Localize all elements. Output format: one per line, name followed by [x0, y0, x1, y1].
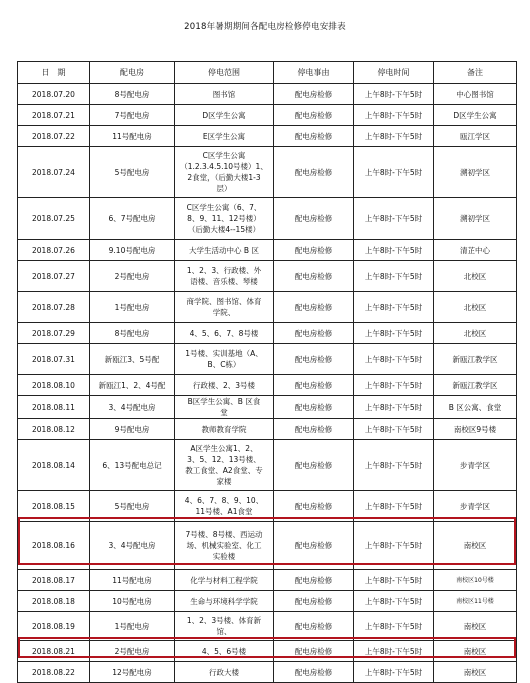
reason-cell: 配电房检修 — [274, 612, 354, 641]
table-header-row — [18, 62, 517, 84]
range-line: 1、2、3、行政楼、外 — [186, 266, 262, 275]
time-cell: 上午8时-下午5时 — [354, 641, 434, 662]
table-row — [18, 198, 517, 240]
date-cell: 2018.08.10 — [18, 375, 90, 396]
range-cell — [175, 323, 274, 344]
schedule-table — [17, 61, 517, 683]
reason-cell: 配电房检修 — [274, 522, 354, 570]
note-cell: 清芷中心 — [434, 240, 517, 261]
time-cell: 上午8时-下午5时 — [354, 344, 434, 375]
note-cell: 南校区9号楼 — [434, 419, 517, 440]
range-line: 实验楼 — [212, 552, 236, 561]
range-line: 行政大楼 — [209, 667, 239, 677]
room-cell: 6、13号配电总记 — [90, 440, 175, 491]
reason-cell: 配电房检修 — [274, 198, 354, 240]
table-row — [18, 570, 517, 591]
range-cell — [175, 147, 274, 198]
range-line: 4、6、7、8、9、10、 — [184, 496, 264, 505]
range-line: B区学生公寓、B 区食 — [187, 397, 261, 406]
reason-cell: 配电房检修 — [274, 126, 354, 147]
table-row — [18, 323, 517, 344]
reason-cell: 配电房检修 — [274, 396, 354, 419]
room-cell: 10号配电房 — [90, 591, 175, 612]
note-cell: 北校区 — [434, 292, 517, 323]
table-row — [18, 522, 517, 570]
range-line: 语楼、音乐楼、琴楼 — [190, 277, 258, 286]
time-cell: 上午8时-下午5时 — [354, 522, 434, 570]
range-line: （后勤大楼4--15楼） — [187, 225, 261, 234]
range-cell — [175, 396, 274, 419]
range-cell — [175, 240, 274, 261]
date-cell: 2018.08.21 — [18, 641, 90, 662]
reason-cell: 配电房检修 — [274, 261, 354, 292]
range-line: 4、5、6、7、8号楼 — [189, 328, 259, 338]
note-cell: 南校区 — [434, 522, 517, 570]
time-cell: 上午8时-下午5时 — [354, 396, 434, 419]
note-cell: B 区公寓、食堂 — [434, 396, 517, 419]
note-cell: 瓯江学区 — [434, 126, 517, 147]
note-cell: 南校区11号楼 — [434, 591, 517, 612]
date-cell: 2018.07.29 — [18, 323, 90, 344]
range-line: 4、5、6号楼 — [201, 646, 247, 656]
range-cell — [175, 198, 274, 240]
date-cell: 2018.07.28 — [18, 292, 90, 323]
range-cell — [175, 491, 274, 522]
range-cell — [175, 84, 274, 105]
reason-cell: 配电房检修 — [274, 147, 354, 198]
time-cell: 上午8时-下午5时 — [354, 440, 434, 491]
range-line: 图书馆 — [212, 89, 236, 99]
table-row — [18, 126, 517, 147]
range-line: A区学生公寓1、2、 — [190, 444, 258, 453]
table-row — [18, 662, 517, 683]
time-cell: 上午8时-下午5时 — [354, 491, 434, 522]
room-cell: 3、4号配电房 — [90, 396, 175, 419]
range-line: 学院、 — [212, 308, 236, 317]
table-row — [18, 396, 517, 419]
note-cell: 步青学区 — [434, 491, 517, 522]
date-cell: 2018.08.15 — [18, 491, 90, 522]
range-line: E区学生公寓 — [202, 131, 246, 141]
note-cell: 新瓯江教学区 — [434, 375, 517, 396]
range-line: C区学生公寓（6、7、 — [186, 203, 262, 212]
note-cell: 南校区 — [434, 612, 517, 641]
time-cell: 上午8时-下午5时 — [354, 323, 434, 344]
reason-cell: 配电房检修 — [274, 419, 354, 440]
time-cell: 上午8时-下午5时 — [354, 419, 434, 440]
header-date: 日 期 — [18, 62, 90, 84]
date-cell: 2018.08.16 — [18, 522, 90, 570]
room-cell: 9.10号配电房 — [90, 240, 175, 261]
range-cell — [175, 344, 274, 375]
date-cell: 2018.08.17 — [18, 570, 90, 591]
time-cell: 上午8时-下午5时 — [354, 570, 434, 591]
table-row — [18, 612, 517, 641]
range-line: 家楼 — [216, 477, 232, 486]
table-row — [18, 292, 517, 323]
date-cell: 2018.08.11 — [18, 396, 90, 419]
reason-cell: 配电房检修 — [274, 641, 354, 662]
date-cell: 2018.07.22 — [18, 126, 90, 147]
range-cell — [175, 522, 274, 570]
range-line: 11号楼、A1食堂 — [195, 507, 253, 516]
range-cell — [175, 570, 274, 591]
date-cell: 2018.08.12 — [18, 419, 90, 440]
table-row — [18, 641, 517, 662]
range-line: 行政楼、2、3号楼 — [192, 380, 256, 390]
room-cell: 8号配电房 — [90, 84, 175, 105]
note-cell: 南校区 — [434, 641, 517, 662]
reason-cell: 配电房检修 — [274, 662, 354, 683]
range-line: D区学生公寓 — [202, 110, 246, 120]
range-cell — [175, 641, 274, 662]
note-cell: 南校区 — [434, 662, 517, 683]
range-cell — [175, 105, 274, 126]
table-row — [18, 419, 517, 440]
range-line: 场、机械实验室、化工 — [186, 541, 262, 550]
time-cell: 上午8时-下午5时 — [354, 105, 434, 126]
table-row — [18, 240, 517, 261]
table-row — [18, 105, 517, 126]
reason-cell: 配电房检修 — [274, 240, 354, 261]
range-line: 3、5、12、13号楼、 — [187, 455, 261, 464]
room-cell: 1号配电房 — [90, 292, 175, 323]
table-row — [18, 440, 517, 491]
date-cell: 2018.08.14 — [18, 440, 90, 491]
note-cell: 步青学区 — [434, 440, 517, 491]
room-cell: 2号配电房 — [90, 641, 175, 662]
range-line: B、C栋） — [207, 360, 241, 369]
range-line: 层） — [216, 184, 232, 193]
date-cell: 2018.07.21 — [18, 105, 90, 126]
date-cell: 2018.08.22 — [18, 662, 90, 683]
time-cell: 上午8时-下午5时 — [354, 240, 434, 261]
range-cell — [175, 612, 274, 641]
room-cell: 11号配电房 — [90, 570, 175, 591]
range-line: 7号楼、8号楼、西运动 — [185, 530, 263, 539]
room-cell: 11号配电房 — [90, 126, 175, 147]
range-line: 1、2、3号楼、体育新 — [186, 616, 262, 625]
range-line: （1.2.3.4.5.10号楼）1、 — [180, 162, 268, 171]
document-title: 2018年暑期期间各配电房检修停电安排表 — [184, 22, 346, 32]
room-cell: 新瓯江3、5号配 — [90, 344, 175, 375]
room-cell: 5号配电房 — [90, 147, 175, 198]
range-line: 大学生活动中心 B 区 — [189, 245, 259, 255]
table-row — [18, 84, 517, 105]
range-line: 教工食堂、A2食堂、专 — [185, 466, 263, 475]
time-cell: 上午8时-下午5时 — [354, 261, 434, 292]
time-cell: 上午8时-下午5时 — [354, 591, 434, 612]
range-line: 商学院、图书馆、体育 — [186, 297, 262, 306]
table-row — [18, 591, 517, 612]
time-cell: 上午8时-下午5时 — [354, 126, 434, 147]
range-cell — [175, 440, 274, 491]
date-cell: 2018.07.25 — [18, 198, 90, 240]
range-line: C区学生公寓 — [202, 151, 246, 160]
note-cell: 北校区 — [434, 323, 517, 344]
reason-cell: 配电房检修 — [274, 440, 354, 491]
reason-cell: 配电房检修 — [274, 375, 354, 396]
note-cell: 溯初学区 — [434, 198, 517, 240]
table-row — [18, 375, 517, 396]
time-cell: 上午8时-下午5时 — [354, 198, 434, 240]
room-cell: 7号配电房 — [90, 105, 175, 126]
note-cell: 新瓯江教学区 — [434, 344, 517, 375]
range-line: 堂 — [220, 408, 228, 417]
reason-cell: 配电房检修 — [274, 591, 354, 612]
note-cell: D区学生公寓 — [434, 105, 517, 126]
reason-cell: 配电房检修 — [274, 292, 354, 323]
reason-cell: 配电房检修 — [274, 344, 354, 375]
room-cell: 6、7号配电房 — [90, 198, 175, 240]
header-time: 停电时间 — [354, 62, 434, 84]
range-line: 教师教育学院 — [201, 424, 247, 434]
note-cell: 中心图书馆 — [434, 84, 517, 105]
time-cell: 上午8时-下午5时 — [354, 147, 434, 198]
date-cell: 2018.07.20 — [18, 84, 90, 105]
date-cell: 2018.07.26 — [18, 240, 90, 261]
room-cell: 5号配电房 — [90, 491, 175, 522]
time-cell: 上午8时-下午5时 — [354, 375, 434, 396]
room-cell: 2号配电房 — [90, 261, 175, 292]
time-cell: 上午8时-下午5时 — [354, 662, 434, 683]
header-range: 停电范围 — [175, 62, 274, 84]
room-cell: 3、4号配电房 — [90, 522, 175, 570]
room-cell: 1号配电房 — [90, 612, 175, 641]
range-line: 化学与材料工程学院 — [190, 575, 258, 585]
range-cell — [175, 375, 274, 396]
date-cell: 2018.08.18 — [18, 591, 90, 612]
table-row — [18, 491, 517, 522]
range-cell — [175, 662, 274, 683]
range-line: 2食堂，（后勤大楼1-3 — [187, 173, 261, 182]
reason-cell: 配电房检修 — [274, 491, 354, 522]
room-cell: 9号配电房 — [90, 419, 175, 440]
room-cell: 8号配电房 — [90, 323, 175, 344]
room-cell: 新瓯江1、2、4号配 — [90, 375, 175, 396]
table-row — [18, 261, 517, 292]
range-cell — [175, 591, 274, 612]
reason-cell: 配电房检修 — [274, 570, 354, 591]
range-line: 生命与环境科学学院 — [190, 596, 258, 606]
date-cell: 2018.07.24 — [18, 147, 90, 198]
header-room: 配电房 — [90, 62, 175, 84]
note-cell: 溯初学区 — [434, 147, 517, 198]
range-cell — [175, 126, 274, 147]
time-cell: 上午8时-下午5时 — [354, 612, 434, 641]
date-cell: 2018.07.27 — [18, 261, 90, 292]
range-line: 馆、 — [216, 627, 232, 636]
header-note: 备注 — [434, 62, 517, 84]
range-cell — [175, 292, 274, 323]
header-reason: 停电事由 — [274, 62, 354, 84]
range-line: 1号楼、实训基地（A、 — [185, 349, 263, 358]
date-cell: 2018.07.31 — [18, 344, 90, 375]
room-cell: 12号配电房 — [90, 662, 175, 683]
date-cell: 2018.08.19 — [18, 612, 90, 641]
time-cell: 上午8时-下午5时 — [354, 292, 434, 323]
range-line: 8、9、11、12号楼） — [187, 214, 261, 223]
table-row — [18, 344, 517, 375]
note-cell: 北校区 — [434, 261, 517, 292]
note-cell: 南校区10号楼 — [434, 570, 517, 591]
range-cell — [175, 261, 274, 292]
table-row — [18, 147, 517, 198]
range-cell — [175, 419, 274, 440]
time-cell: 上午8时-下午5时 — [354, 84, 434, 105]
reason-cell: 配电房检修 — [274, 84, 354, 105]
reason-cell: 配电房检修 — [274, 323, 354, 344]
reason-cell: 配电房检修 — [274, 105, 354, 126]
